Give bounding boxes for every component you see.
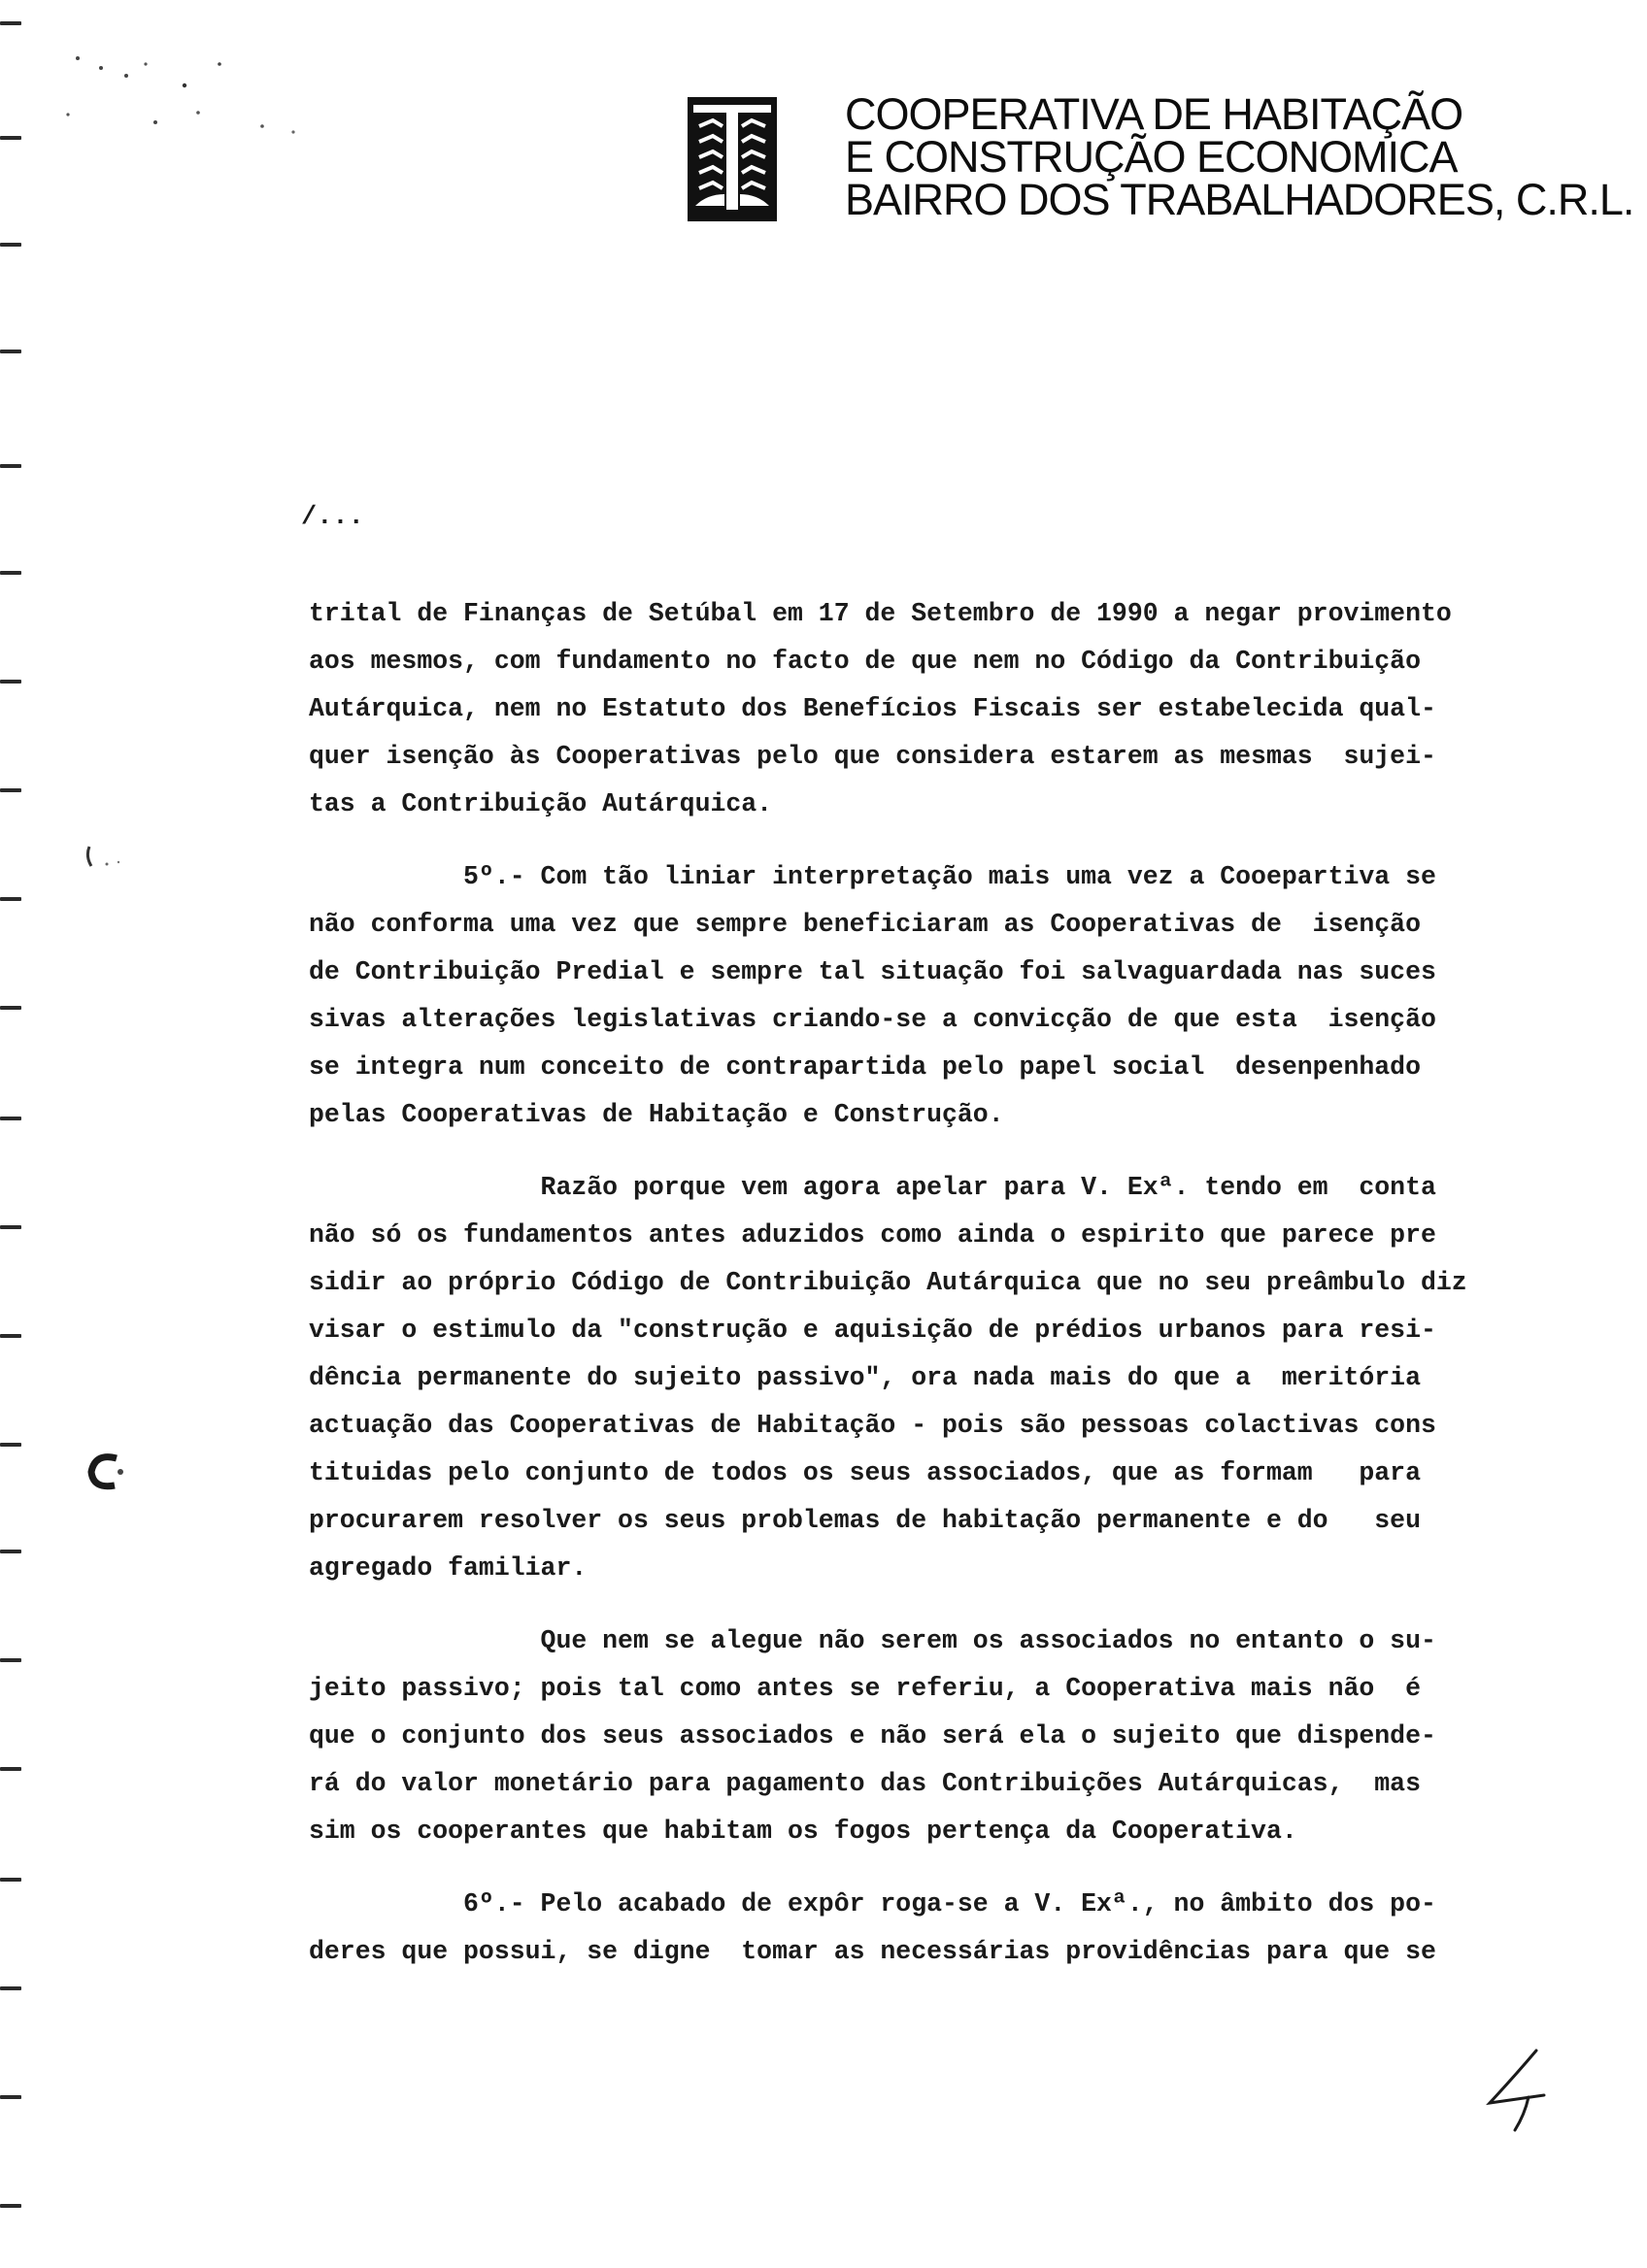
margin-mark	[0, 1550, 21, 1553]
margin-mark	[0, 1878, 21, 1882]
text-line: aos mesmos, com fundamento no facto de que nem no Código da Contribuição	[309, 647, 1421, 676]
scan-smudge	[84, 843, 132, 872]
letterhead-line-3: BAIRRO DOS TRABALHADORES, C.R.L.	[845, 175, 1634, 224]
margin-mark	[0, 897, 21, 901]
margin-mark	[0, 1986, 21, 1990]
scan-smudge	[82, 1447, 130, 1495]
paragraph	[309, 853, 1492, 1139]
letterhead-line-1: COOPERATIVA DE HABITAÇÃO	[845, 89, 1463, 139]
text-line: agregado familiar.	[309, 1553, 588, 1583]
text-line: trital de Finanças de Setúbal em 17 de Setembro de 1990 a negar provimento	[309, 599, 1452, 628]
text-line: sidir ao próprio Código de Contribuição Autárquica que no seu preâmbulo diz	[309, 1268, 1467, 1297]
text-line: Razão porque vem agora apelar para V. Exª. tendo em conta	[309, 1173, 1436, 1202]
margin-mark	[0, 1117, 21, 1120]
text-line: tituidas pelo conjunto de todos os seus associados, que as formam para	[309, 1458, 1421, 1487]
text-line: dência permanente do sujeito passivo", ora nada mais do que a meritória	[309, 1363, 1421, 1392]
text-line: visar o estimulo da "construção e aquisição de prédios urbanos para resi-	[309, 1316, 1436, 1345]
text-line: pelas Cooperativas de Habitação e Construção.	[309, 1100, 1004, 1129]
letterhead-line-2: E CONSTRUÇÃO ECONOMICA	[845, 132, 1458, 182]
margin-mark	[0, 1334, 21, 1338]
text-line: de Contribuição Predial e sempre tal situação foi salvaguardada nas suces	[309, 957, 1436, 986]
margin-mark	[0, 1443, 21, 1447]
margin-mark	[0, 2204, 21, 2208]
text-line: rá do valor monetário para pagamento das Contribuições Autárquicas, mas	[309, 1769, 1421, 1798]
paragraph	[309, 1164, 1492, 1592]
margin-mark	[0, 1006, 21, 1010]
paragraph	[309, 590, 1492, 828]
text-line: 5º.- Com tão liniar interpretação mais uma vez a Cooepartiva se	[309, 862, 1436, 891]
text-line: Que nem se alegue não serem os associados no entanto o su-	[309, 1626, 1436, 1655]
margin-mark	[0, 1225, 21, 1229]
letterhead	[845, 89, 1634, 224]
handwritten-page-mark	[1476, 2047, 1563, 2134]
text-line: 6º.- Pelo acabado de expôr roga-se a V. Exª., no âmbito dos po-	[309, 1889, 1436, 1918]
margin-mark	[0, 464, 21, 468]
margin-mark	[0, 1658, 21, 1662]
margin-mark	[0, 788, 21, 792]
text-line: sivas alterações legislativas criando-se a convicção de que esta isenção	[309, 1005, 1436, 1034]
margin-mark	[0, 350, 21, 353]
text-line: tas a Contribuição Autárquica.	[309, 789, 773, 818]
text-line: quer isenção às Cooperativas pelo que considera estarem as mesmas sujei-	[309, 742, 1436, 771]
text-line: se integra num conceito de contrapartida pelo papel social desenpenhado	[309, 1052, 1421, 1082]
margin-mark	[0, 680, 21, 684]
margin-mark	[0, 243, 21, 247]
text-line: jeito passivo; pois tal como antes se referiu, a Cooperativa mais não é	[309, 1674, 1421, 1703]
margin-mark	[0, 1767, 21, 1771]
margin-mark	[0, 571, 21, 575]
text-line: procurarem resolver os seus problemas de habitação permanente e do seu	[309, 1506, 1421, 1535]
text-line: actuação das Cooperativas de Habitação - pois são pessoas colactivas cons	[309, 1411, 1436, 1440]
text-line: não conforma uma vez que sempre beneficiaram as Cooperativas de isenção	[309, 910, 1421, 939]
cooperative-logo	[688, 97, 777, 221]
letter-body	[309, 590, 1492, 1976]
paragraph	[309, 1881, 1492, 1976]
margin-mark	[0, 136, 21, 140]
text-line: sim os cooperantes que habitam os fogos pertença da Cooperativa.	[309, 1817, 1297, 1846]
text-line: deres que possui, se digne tomar as necessárias providências para que se	[309, 1937, 1436, 1966]
scan-specks	[39, 39, 311, 146]
text-line: não só os fundamentos antes aduzidos como ainda o espirito que parece pre	[309, 1220, 1436, 1250]
continuation-mark: /...	[301, 503, 364, 532]
paragraph	[309, 1618, 1492, 1855]
text-line: Autárquica, nem no Estatuto dos Benefícios Fiscais ser estabelecida qual-	[309, 694, 1436, 723]
margin-mark	[0, 2095, 21, 2099]
margin-mark	[0, 21, 21, 25]
text-line: que o conjunto dos seus associados e não será ela o sujeito que dispende-	[309, 1721, 1436, 1751]
